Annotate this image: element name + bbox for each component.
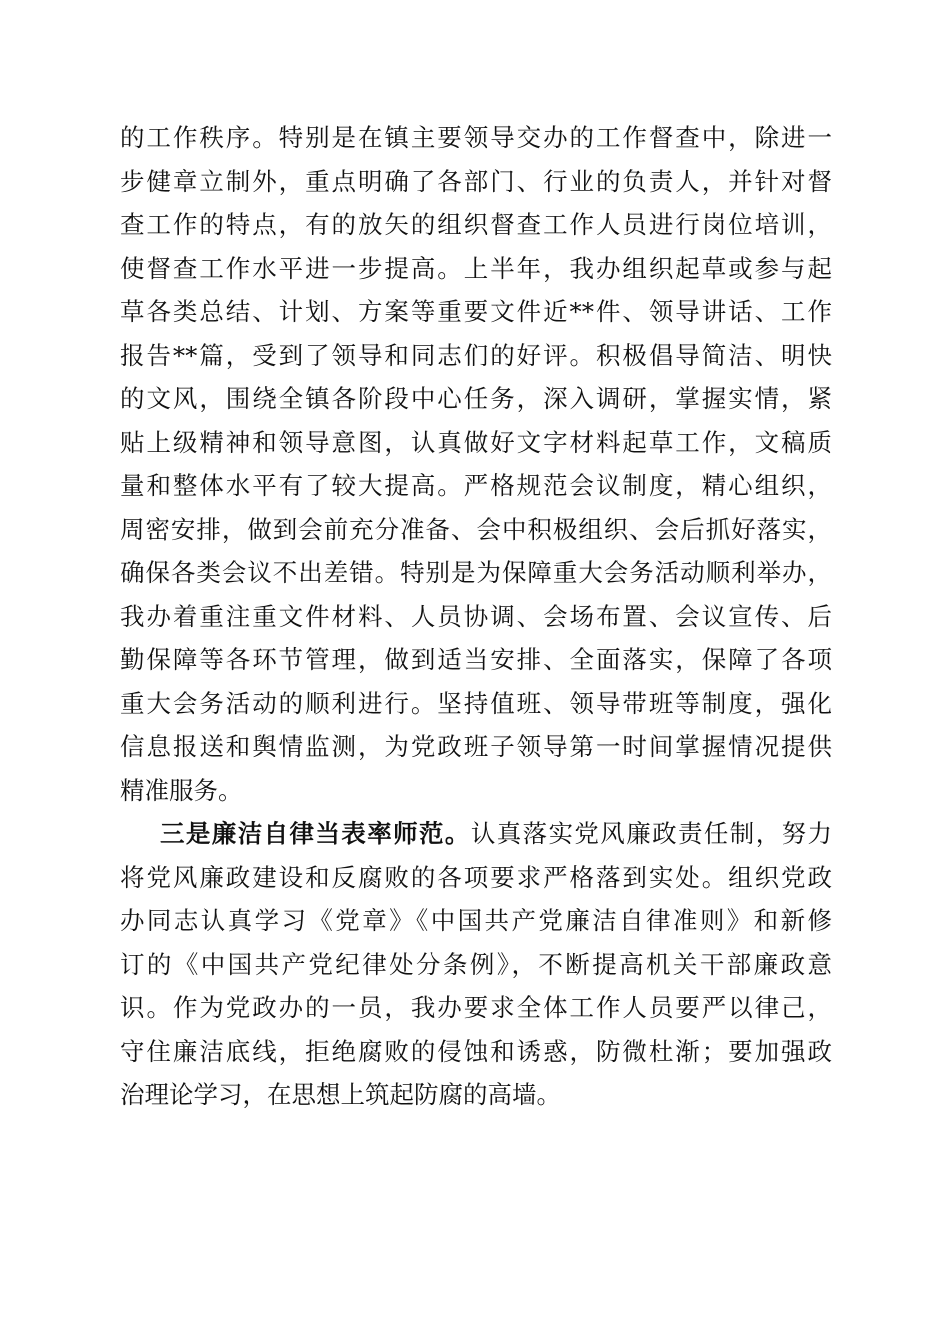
text-line: 的文风，围绕全镇各阶段中心任务，深入调研，掌握实情，紧 xyxy=(120,384,832,413)
text-line: 贴上级精神和领导意图，认真做好文字材料起草工作，文稿质 xyxy=(120,427,832,457)
text-line: 守住廉洁底线，拒绝腐败的侵蚀和诱惑，防微杜渐；要加强政 xyxy=(120,1036,832,1066)
section-heading: 三是廉洁自律当表率师范。 xyxy=(160,819,471,848)
text-line: 查工作的特点，有的放矢的组织督查工作人员进行岗位培训， xyxy=(120,210,832,239)
document-body xyxy=(120,116,832,1117)
text-line: 信息报送和舆情监测，为党政班子领导第一时间掌握情况提供 xyxy=(120,732,832,761)
text-line: 我办着重注重文件材料、人员协调、会场布置、会议宣传、后 xyxy=(120,601,832,631)
text-line: 识。作为党政办的一员，我办要求全体工作人员要严以律己， xyxy=(120,993,832,1022)
paragraph-work-order xyxy=(120,116,832,812)
text-line: 量和整体水平有了较大提高。严格规范会议制度，精心组织， xyxy=(120,471,832,500)
text-line: 步健章立制外，重点明确了各部门、行业的负责人，并针对督 xyxy=(120,166,832,196)
text-line: 治理论学习，在思想上筑起防腐的高墙。 xyxy=(120,1080,561,1109)
text-line xyxy=(120,812,832,856)
text-line: 勤保障等各环节管理，做到适当安排、全面落实，保障了各项 xyxy=(120,645,832,674)
text-line: 的工作秩序。特别是在镇主要领导交办的工作督查中，除进一 xyxy=(120,123,832,152)
text-line: 草各类总结、计划、方案等重要文件近**件、领导讲话、工作 xyxy=(120,297,832,326)
text-line: 报告**篇，受到了领导和同志们的好评。积极倡导简洁、明快 xyxy=(120,340,832,370)
text-line: 周密安排，做到会前充分准备、会中积极组织、会后抓好落实， xyxy=(120,514,832,544)
text-line: 将党风廉政建设和反腐败的各项要求严格落到实处。组织党政 xyxy=(120,862,832,892)
text-line: 订的《中国共产党纪律处分条例》，不断提高机关干部廉政意 xyxy=(120,949,832,979)
text-line: 确保各类会议不出差错。特别是为保障重大会务活动顺利举办， xyxy=(120,558,832,587)
text-line: 重大会务活动的顺利进行。坚持值班、领导带班等制度，强化 xyxy=(120,688,832,718)
heading-line-rest: 认真落实党风廉政责任制，努力 xyxy=(470,819,833,848)
text-line: 办同志认真学习《党章》《中国共产党廉洁自律准则》和新修 xyxy=(120,906,832,935)
text-line: 使督查工作水平进一步提高。上半年，我办组织起草或参与起 xyxy=(120,253,832,283)
text-line: 精准服务。 xyxy=(120,775,243,805)
paragraph-integrity xyxy=(120,812,832,1117)
